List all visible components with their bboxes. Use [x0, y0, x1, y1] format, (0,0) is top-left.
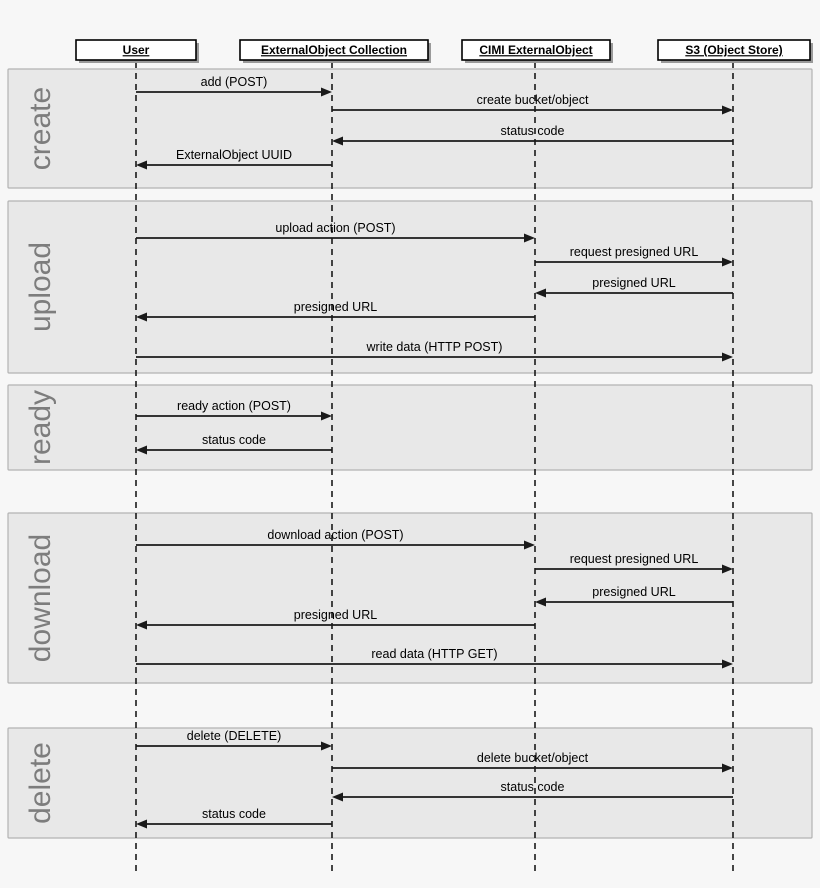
participant-label-collection: ExternalObject Collection — [260, 43, 408, 58]
message-label-create-add: add (POST) — [200, 75, 268, 89]
frame-label-create: create — [23, 86, 57, 171]
frame-label-ready: ready — [23, 389, 57, 466]
participant-label-user: User — [122, 43, 150, 58]
message-label-download-action: download action (POST) — [267, 528, 404, 542]
frame-ready — [8, 385, 812, 470]
participant-collection[interactable] — [240, 40, 431, 63]
message-label-ready-action: ready action (POST) — [177, 399, 291, 413]
frames-layer — [8, 69, 812, 838]
participant-s3[interactable] — [658, 40, 813, 63]
participant-label-s3: S3 (Object Store) — [685, 43, 783, 58]
message-label-delete-status-s3: status code — [500, 780, 565, 794]
message-label-upload-presigned-s3: presigned URL — [592, 276, 676, 290]
message-label-delete-bucket: delete bucket/object — [476, 751, 589, 765]
frame-label-upload: upload — [23, 241, 57, 333]
participants-layer — [76, 40, 813, 63]
message-label-download-read-data: read data (HTTP GET) — [371, 647, 498, 661]
frame-label-download: download — [23, 533, 57, 663]
message-label-create-uuid: ExternalObject UUID — [175, 148, 293, 162]
frame-background-ready — [8, 385, 812, 470]
message-label-delete-request: delete (DELETE) — [186, 729, 282, 743]
message-label-download-request-url: request presigned URL — [569, 552, 699, 566]
frame-background-create — [8, 69, 812, 188]
message-label-upload-request-url: request presigned URL — [569, 245, 699, 259]
message-label-upload-presigned-user: presigned URL — [293, 300, 378, 314]
message-label-ready-status: status code — [202, 433, 266, 447]
frame-delete — [8, 728, 812, 838]
message-label-download-presigned-user: presigned URL — [293, 608, 378, 622]
frame-create — [8, 69, 812, 188]
message-label-upload-write-data: write data (HTTP POST) — [366, 340, 503, 354]
frame-background-delete — [8, 728, 812, 838]
participant-cimi[interactable] — [462, 40, 613, 63]
participant-user[interactable] — [76, 40, 199, 63]
message-label-delete-status-user: status code — [202, 807, 266, 821]
message-label-upload-action: upload action (POST) — [275, 221, 396, 235]
message-label-download-presigned-s3: presigned URL — [592, 585, 676, 599]
participant-label-cimi: CIMI ExternalObject — [479, 43, 593, 58]
frame-label-delete: delete — [23, 742, 57, 824]
message-label-create-bucket: create bucket/object — [476, 93, 589, 107]
message-label-create-status: status code — [500, 124, 565, 138]
